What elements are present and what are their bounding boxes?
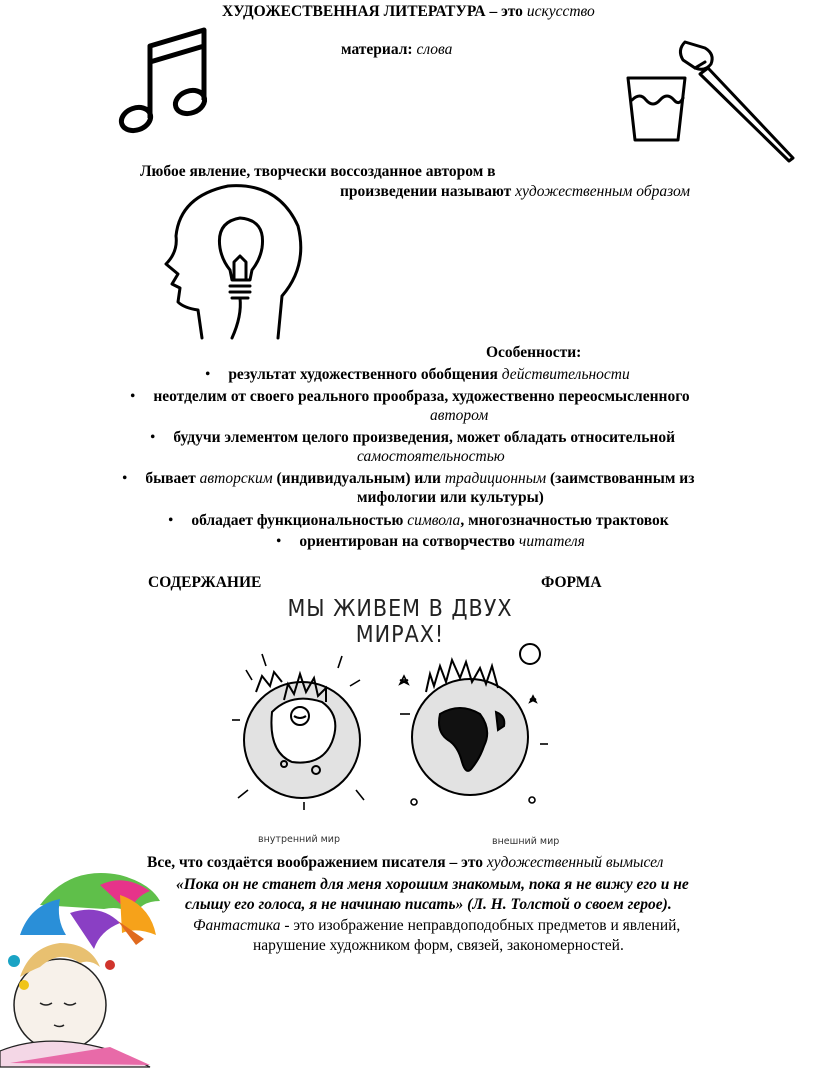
features-heading: Особенности:	[486, 344, 582, 361]
fiction-line1: Все, что создаётся воображением писателя – это художественный вымысел	[147, 854, 664, 871]
tolstoy-quote-line2: слышу его голоса, я не начинаю писать» (Л. Н. Толстой о своем герое).	[185, 896, 672, 913]
dreaming-child-illustration	[0, 865, 180, 1070]
content-label: СОДЕРЖАНИЕ	[148, 574, 262, 591]
head-lightbulb-icon	[150, 180, 310, 340]
form-label: ФОРМА	[541, 574, 602, 591]
fantasy-definition-line2: нарушение художником форм, связей, закономерностей.	[253, 937, 624, 954]
image-definition-line1: Любое явление, творчески воссозданное автором в	[140, 163, 496, 180]
feature-item-6: • ориентирован на сотворчество читателя	[276, 532, 585, 552]
outer-world-caption: внешний мир	[492, 836, 560, 847]
feature-item-4: • бывает авторским (индивидуальным) или традиционным (заимствованным из	[122, 469, 694, 489]
image-definition-line2: произведении называют художественным образом	[340, 183, 691, 200]
fantasy-definition-line1: Фантастика - это изображение неправдоподобных предметов и явлений,	[193, 917, 681, 934]
page-title: ХУДОЖЕСТВЕННАЯ ЛИТЕРАТУРА – это искусство	[222, 3, 595, 20]
music-note-icon	[118, 26, 218, 141]
inner-world-globe-icon	[232, 640, 372, 810]
inner-world-caption: внутренний мир	[258, 834, 341, 845]
tolstoy-quote-line1: «Пока он не станет для меня хорошим знакомым, пока я не вижу его и не	[176, 876, 689, 893]
feature-item-1: • результат художественного обобщения действительности	[205, 365, 630, 385]
feature-item-3: • будучи элементом целого произведения, может обладать относительной	[150, 428, 675, 448]
outer-world-globe-icon	[390, 632, 550, 812]
material-line: материал: слова	[341, 41, 453, 58]
feature-item-5: • обладает функциональностью символа, многозначностью трактовок	[168, 511, 669, 531]
feature-item-2: • неотделим от своего реального прообраза, художественно переосмысленного	[130, 387, 690, 407]
illustration-title: МЫ ЖИВЕМ В ДВУХ МИРАХ!	[287, 596, 513, 648]
feature-item-4-cont: мифологии или культуры)	[357, 489, 544, 506]
feature-item-3-cont: самостоятельностью	[357, 448, 505, 465]
feature-item-2-cont: автором	[430, 407, 489, 424]
paint-cup-and-brush-icon	[625, 32, 800, 162]
